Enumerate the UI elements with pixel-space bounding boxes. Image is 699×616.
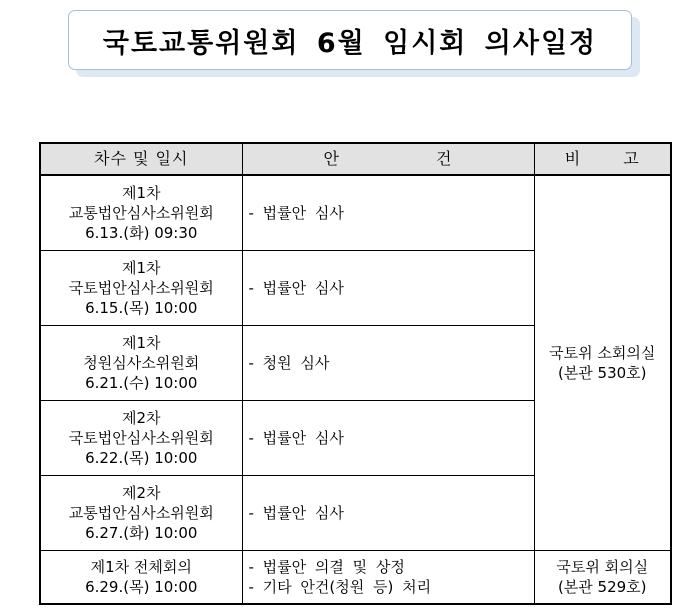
date-cell xyxy=(40,251,242,326)
session-label: 제1차 xyxy=(121,259,161,277)
agenda-cell: - 법률안 심사 xyxy=(242,476,534,551)
page-title: 국토교통위원회 6월 임시회 의사일정 xyxy=(102,27,598,59)
agenda-cell xyxy=(242,551,534,605)
table-row xyxy=(40,175,671,251)
committee-label: 국토법안심사소위원회 xyxy=(68,429,214,447)
note-cell-plenary xyxy=(534,551,671,605)
datetime-label: 6.21.(수) 10:00 xyxy=(85,374,198,392)
schedule-table xyxy=(39,142,672,605)
date-cell xyxy=(40,476,242,551)
date-cell xyxy=(40,326,242,401)
agenda-line2: - 기타 안건(청원 등) 처리 xyxy=(248,578,432,596)
title-box xyxy=(68,10,632,70)
agenda-cell: - 법률안 심사 xyxy=(242,175,534,251)
session-label: 제2차 xyxy=(121,484,161,502)
agenda-line1: - 법률안 의결 및 상정 xyxy=(248,558,405,576)
datetime-label: 6.13.(화) 09:30 xyxy=(85,224,198,242)
date-cell xyxy=(40,551,242,605)
datetime-label: 6.22.(목) 10:00 xyxy=(85,449,198,467)
date-cell xyxy=(40,175,242,251)
committee-label: 교통법안심사소위원회 xyxy=(68,204,214,222)
agenda-cell: - 청원 심사 xyxy=(242,326,534,401)
note-cell-subcommittee xyxy=(534,175,671,551)
note-line2: (본관 530호) xyxy=(557,364,647,382)
committee-label: 교통법안심사소위원회 xyxy=(68,504,214,522)
note-line1: 국토위 소회의실 xyxy=(549,344,656,362)
header-note: 비 고 xyxy=(534,143,671,175)
date-cell xyxy=(40,401,242,476)
agenda-cell: - 법률안 심사 xyxy=(242,251,534,326)
session-label: 제2차 xyxy=(121,409,161,427)
datetime-label: 6.29.(목) 10:00 xyxy=(85,578,198,596)
datetime-label: 6.27.(화) 10:00 xyxy=(85,524,198,542)
session-label: 제1차 전체회의 xyxy=(90,558,192,576)
session-label: 제1차 xyxy=(121,184,161,202)
agenda-cell: - 법률안 심사 xyxy=(242,401,534,476)
table-row-plenary xyxy=(40,551,671,605)
datetime-label: 6.15.(목) 10:00 xyxy=(85,299,198,317)
header-date: 차수 및 일시 xyxy=(40,143,242,175)
session-label: 제1차 xyxy=(121,334,161,352)
committee-label: 청원심사소위원회 xyxy=(83,354,200,372)
note-line1: 국토위 회의실 xyxy=(556,558,649,576)
header-agenda: 안 건 xyxy=(242,143,534,175)
committee-label: 국토법안심사소위원회 xyxy=(68,279,214,297)
note-line2: (본관 529호) xyxy=(557,578,647,596)
header-row xyxy=(40,143,671,175)
